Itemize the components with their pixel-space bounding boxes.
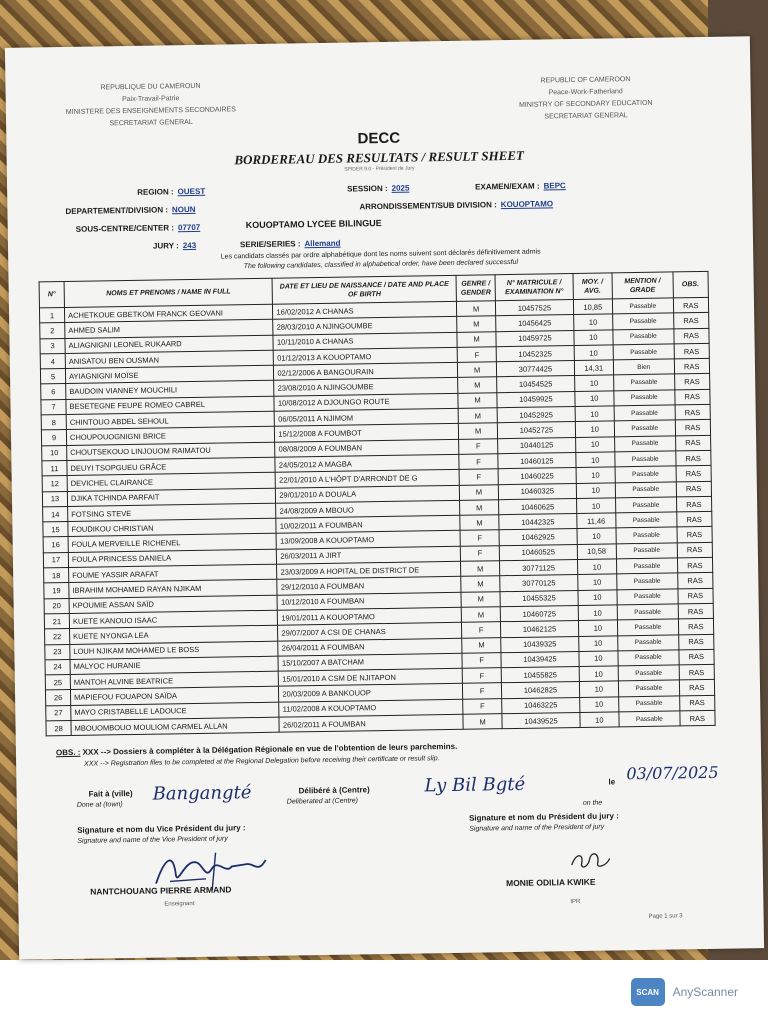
table-cell: BESETEGNE FEUPE ROMEO CABREL [66, 396, 275, 415]
table-cell: Passable [618, 665, 679, 681]
president-name: MONIE ODILIA KWIKE [505, 876, 596, 889]
table-cell: DEVICHEL CLAIRANCE [67, 472, 276, 491]
table-cell: RAS [673, 313, 709, 329]
table-cell: 10,58 [577, 544, 617, 560]
table-cell: 23/08/2010 A NJINGOUMBE [274, 378, 458, 396]
header-left-line: SECRETARIAT GENERAL [109, 118, 193, 128]
table-body [39, 297, 715, 736]
table-cell: 16 [43, 537, 68, 553]
header-left [65, 80, 236, 131]
table-cell: 3 [40, 338, 65, 354]
table-cell: 10460325 [499, 483, 576, 500]
table-cell: 10 [574, 375, 614, 391]
table-cell: 10 [576, 498, 616, 514]
table-cell: F [459, 469, 499, 485]
table-cell: DJIKA TCHINDA PARFAIT [67, 488, 276, 507]
table-cell: 10/11/2010 A CHANAS [273, 332, 457, 350]
table-cell: ALIAGNIGNI LEONEL RUKAARD [65, 335, 274, 354]
table-cell: F [462, 668, 502, 684]
table-cell: 22 [45, 629, 70, 645]
table-cell: 10439325 [501, 636, 578, 653]
table-cell: 30771125 [500, 560, 577, 577]
table-cell: RAS [677, 588, 713, 604]
table-cell: F [460, 530, 500, 546]
table-cell: M [457, 362, 497, 378]
table-cell: 15 [43, 522, 68, 538]
table-cell: 22/01/2010 A L'HÔPT D'ARRONDT DE G [275, 470, 459, 488]
table-cell: 25 [45, 675, 70, 691]
table-cell: RAS [674, 389, 710, 405]
table-cell: Passable [617, 604, 678, 620]
table-cell: RAS [677, 527, 713, 543]
table-cell: IBRAHIM MOHAMED RAYAN NJIKAM [69, 580, 278, 599]
table-cell: 10454525 [497, 376, 574, 393]
table-cell: 10 [579, 697, 619, 713]
table-cell: Passable [615, 436, 676, 452]
date-label: le on the [582, 777, 616, 807]
table-cell: 10 [575, 452, 615, 468]
table-cell: MBOUOMBOUO MOULIOM CARMEL ALLAN [71, 717, 280, 736]
vice-president-role: Enseignant [164, 901, 195, 908]
table-cell: M [460, 515, 500, 531]
table-cell: Passable [617, 589, 678, 605]
table-cell: KUETE NYONGA LEA [70, 625, 279, 644]
decc-heading: DECC [357, 129, 401, 148]
table-cell: Passable [616, 497, 677, 513]
table-cell: 02/12/2006 A BANGOURAIN [274, 363, 458, 381]
header-right-line: Peace-Work-Fatherland [548, 88, 623, 97]
table-cell: M [458, 392, 498, 408]
table-cell: 4 [40, 353, 65, 369]
table-cell: 10 [578, 635, 618, 651]
table-cell: 10462825 [502, 682, 579, 699]
table-cell: F [460, 545, 500, 561]
table-cell: RAS [675, 435, 711, 451]
table-cell: 28/03/2010 A NJINGOUMBE [273, 317, 457, 335]
table-cell: FOULA PRINCESS DANIELA [68, 549, 277, 568]
department-field: DEPARTEMENT/DIVISION : NOUN [65, 204, 196, 216]
table-cell: 27 [46, 705, 71, 721]
table-header-cell: MOY. / AVG. [572, 273, 612, 300]
school-name: KOUOPTAMO LYCEE BILINGUE [245, 218, 382, 231]
table-cell: BAUDOIN VIANNEY MOUCHILI [66, 381, 275, 400]
region-field: REGION : OUEST [137, 186, 206, 197]
table-cell: 26/03/2011 A JIRT [277, 546, 461, 564]
table-cell: 10 [576, 467, 616, 483]
spider-version: SPIDER 9.0 - Président de Jury [344, 165, 415, 173]
table-cell: Passable [613, 313, 674, 329]
table-cell: Passable [618, 634, 679, 650]
table-cell: 10 [578, 605, 618, 621]
centre-field: SOUS-CENTRE/CENTER : 07707 [75, 222, 201, 234]
table-cell: 13 [42, 491, 67, 507]
subdivision-field: ARRONDISSEMENT/SUB DIVISION : KOUOPTAMO [359, 199, 554, 212]
table-cell: 26/02/2011 A FOUMBAN [279, 714, 463, 732]
table-cell: MANTOH ALVINE BEATRICE [70, 671, 279, 690]
table-cell: 14 [43, 506, 68, 522]
table-cell: RAS [674, 343, 710, 359]
results-table [39, 271, 716, 737]
table-cell: 23 [45, 644, 70, 660]
table-cell: RAS [678, 603, 714, 619]
president-role: IPR [570, 898, 581, 906]
table-cell: 15/01/2010 A CSM DE NJITAPON [279, 668, 463, 686]
table-cell: RAS [678, 649, 714, 665]
table-cell: 24 [45, 659, 70, 675]
table-cell: FOUME YASSIR ARAFAT [69, 564, 278, 583]
table-cell: M [457, 377, 497, 393]
table-cell: M [461, 576, 501, 592]
table-cell: M [456, 301, 496, 317]
table-cell: 12 [42, 476, 67, 492]
table-cell: F [462, 653, 502, 669]
table-cell: 7 [41, 399, 66, 415]
table-cell: Passable [618, 650, 679, 666]
table-cell: M [460, 561, 500, 577]
table-cell: 10 [573, 329, 613, 345]
page-title: BORDEREAU DES RESULTATS / RESULT SHEET [234, 147, 525, 168]
date-handwritten: 03/07/2025 [626, 762, 719, 784]
table-cell: KUETE KANOUO ISAAC [69, 610, 278, 629]
table-cell: 29/01/2010 A DOUALA [276, 485, 460, 503]
table-cell: CHINTOUO ABDEL SEHOUL [66, 411, 275, 430]
page-number: Page 1 sur 3 [648, 913, 683, 920]
table-cell: Passable [615, 481, 676, 497]
table-cell: 10 [575, 421, 615, 437]
table-cell: 10459925 [497, 391, 574, 408]
table-cell: Bien [613, 359, 674, 375]
table-cell: CHOUTSEKOUO LINJOUOM RAIMATOU [67, 442, 276, 461]
table-cell: 6 [41, 384, 66, 400]
header-left-line: MINISTERE DES ENSEIGNEMENTS SECONDAIRES [65, 106, 236, 116]
table-cell: 10455325 [500, 590, 577, 607]
table-cell: 10452725 [498, 422, 575, 439]
table-header-cell: N° [39, 282, 64, 308]
table-cell: 14,31 [574, 360, 614, 376]
table-cell: 17 [43, 552, 68, 568]
table-cell: 16/02/2012 A CHANAS [273, 301, 457, 319]
table-cell: RAS [678, 619, 714, 635]
header-left-line: REPUBLIQUE DU CAMEROUN [100, 82, 201, 92]
exam-field: EXAMEN/EXAM : BEPC [475, 181, 566, 192]
table-cell: 10440125 [498, 437, 575, 454]
table-cell: RAS [676, 466, 712, 482]
table-cell: 10460725 [501, 605, 578, 622]
table-cell: RAS [677, 557, 713, 573]
table-cell: 8 [41, 415, 66, 431]
table-cell: MAPIEFOU FOUAPON SAÏDA [70, 687, 279, 706]
table-cell: RAS [677, 573, 713, 589]
table-cell: 11/02/2008 A KOUOPTAMO [279, 699, 463, 717]
table-cell: Passable [616, 543, 677, 559]
intro-fr: Les candidats classés par ordre alphabétique dont les noms suivent sont déclarés définitivement admis [220, 248, 541, 261]
table-cell: Passable [619, 680, 680, 696]
table-cell: 9 [41, 430, 66, 446]
table-cell: M [457, 331, 497, 347]
table-cell: KPOUMIE ASSAN SAÏD [69, 595, 278, 614]
table-cell: RAS [679, 680, 715, 696]
table-cell: 10 [576, 482, 616, 498]
table-cell: M [458, 423, 498, 439]
table-cell: 26/04/2011 A FOUMBAN [278, 638, 462, 656]
deliberated-at-handwritten: Ly Bil Bgté [424, 773, 526, 797]
table-cell: ANISATOU BEN OUSMAN [65, 350, 274, 369]
table-cell: 10460625 [499, 498, 576, 515]
table-cell: 24/05/2012 A MAGBA [275, 454, 459, 472]
table-cell: M [458, 408, 498, 424]
table-header-cell: GENRE / GENDER [456, 275, 496, 302]
scanner-label: AnyScanner [672, 985, 738, 999]
done-at: Fait à (ville) Done at (town) [76, 788, 133, 809]
table-cell: 10457525 [496, 300, 573, 317]
table-cell: 2 [40, 323, 65, 339]
table-cell: 10460225 [498, 468, 575, 485]
table-cell: RAS [676, 481, 712, 497]
table-cell: F [461, 622, 501, 638]
table-cell: Passable [614, 420, 675, 436]
table-cell: 18 [44, 568, 69, 584]
table-cell: Passable [614, 390, 675, 406]
table-cell: F [457, 347, 497, 363]
table-cell: M [461, 591, 501, 607]
table-cell: 10,85 [573, 299, 613, 315]
table-cell: ACHETKOUE GBETKOM FRANCK GEOVANI [64, 304, 273, 323]
table-cell: RAS [674, 359, 710, 375]
table-cell: RAS [676, 512, 712, 528]
jury-field: JURY : 243 [152, 240, 197, 251]
table-cell: 11,46 [576, 513, 616, 529]
table-cell: 10/12/2010 A FOUMBAN [277, 592, 461, 610]
table-cell: 10462925 [499, 529, 576, 546]
table-cell: 29/07/2007 A CSI DE CHANAS [278, 623, 462, 641]
table-cell: M [459, 484, 499, 500]
table-cell: RAS [673, 328, 709, 344]
table-cell: 30774425 [497, 361, 574, 378]
table-header-cell: OBS. [673, 271, 709, 298]
series-field: SERIE/SERIES : Allemand [239, 238, 341, 250]
table-cell: LOUH NJIKAM MOHAMED LE BOSS [70, 641, 279, 660]
table-cell: RAS [677, 542, 713, 558]
table-cell: 10463225 [502, 697, 579, 714]
table-cell: 10455825 [502, 667, 579, 684]
result-sheet [5, 36, 764, 960]
table-cell: 29/12/2010 A FOUMBAN [277, 577, 461, 595]
table-cell: 10439525 [502, 712, 579, 729]
table-cell: 10 [577, 574, 617, 590]
table-cell: 15/10/2007 A BATCHAM [278, 653, 462, 671]
table-cell: Passable [615, 451, 676, 467]
table-cell: F [458, 438, 498, 454]
table-cell: Passable [619, 711, 680, 727]
header-left-line: Paix-Travail-Patrie [121, 95, 180, 104]
table-cell: 30770125 [500, 575, 577, 592]
table-cell: 10456425 [496, 315, 573, 332]
table-cell: FOULA MERVEILLE RICHENEL [68, 534, 277, 553]
table-cell: 10 [574, 391, 614, 407]
table-cell: 20 [44, 598, 69, 614]
table-cell: 10 [578, 620, 618, 636]
table-cell: 10460525 [500, 544, 577, 561]
table-cell: 10 [42, 445, 67, 461]
table-cell: M [462, 637, 502, 653]
table-cell: 1 [39, 308, 64, 324]
table-cell: 10/02/2011 A FOUMBAN [276, 515, 460, 533]
table-cell: 13/09/2008 A KOUOPTAMO [276, 531, 460, 549]
table-cell: M [459, 500, 499, 516]
table-cell: 10439425 [501, 651, 578, 668]
table-cell: 10452925 [497, 407, 574, 424]
table-cell: 19/01/2011 A KOUOPTAMO [278, 607, 462, 625]
table-cell: MAYO CRISTABELLE LADOUCE [71, 702, 280, 721]
table-cell: 10 [577, 589, 617, 605]
table-cell: Passable [617, 558, 678, 574]
table-cell: Passable [616, 527, 677, 543]
table-cell: 23/03/2009 A HOPITAL DE DISTRICT DE [277, 561, 461, 579]
table-cell: Passable [613, 329, 674, 345]
header-right-line: REPUBLIC OF CAMEROON [540, 76, 631, 85]
obs-label: OBS. : [55, 747, 81, 758]
scanner-watermark [631, 978, 738, 1006]
president-signature-label: Signature et nom du Président du jury : Signature and name of the President of jury [468, 811, 619, 833]
table-cell: FOUDIKOU CHRISTIAN [68, 518, 277, 537]
table-cell: 10452325 [497, 345, 574, 362]
table-cell: 11 [42, 460, 67, 476]
table-cell: DEUYI TSOPGUEU GRÂCE [67, 457, 276, 476]
table-cell: 10 [577, 559, 617, 575]
deliberated-at: Délibéré à (Centre) Deliberated at (Centre) [286, 785, 370, 806]
table-cell: AYIAGNIGNI MOÏSE [65, 365, 274, 384]
table-cell: RAS [679, 710, 715, 726]
table-cell: 5 [40, 369, 65, 385]
table-cell: CHOUPOUOGNIGNI BRICE [66, 427, 275, 446]
table-cell: 19 [44, 583, 69, 599]
table-cell: 10 [579, 666, 619, 682]
table-cell: F [462, 683, 502, 699]
table-cell: RAS [675, 450, 711, 466]
table-cell: Passable [619, 696, 680, 712]
session-field: SESSION : 2025 [347, 183, 410, 194]
table-header-cell: N° MATRICULE / EXAMINATION N° [495, 274, 573, 301]
table-cell: Passable [614, 405, 675, 421]
table-cell: 10 [573, 314, 613, 330]
table-cell: 10 [575, 406, 615, 422]
table-cell: 10442325 [499, 514, 576, 531]
table-cell: 24/08/2009 A MBOUO [276, 500, 460, 518]
table-header-cell: NOMS ET PRENOMS / NAME IN FULL [64, 278, 273, 307]
table-cell: Passable [613, 344, 674, 360]
table-cell: 10459725 [496, 330, 573, 347]
table-cell: 10460125 [498, 452, 575, 469]
header-right-line: SECRETARIAT GENERAL [544, 112, 628, 121]
header-right-line: MINISTRY OF SECONDARY EDUCATION [519, 99, 653, 109]
obs-en: XXX --> Registration files to be completed at the Regional Delegation before receiving their certificate or result slip. [84, 755, 440, 768]
table-cell: 10 [579, 681, 619, 697]
table-cell: 28 [46, 720, 71, 736]
table-cell: M [461, 607, 501, 623]
table-cell: AHMED SALIM [65, 320, 274, 339]
vice-president-name: NANTCHOUANG PIERRE ARMAND [90, 884, 232, 897]
table-cell: F [459, 454, 499, 470]
vice-president-signature-label: Signature et nom du Vice Président du jury : Signature and name of the Vice President of jury [77, 823, 246, 845]
table-cell: Passable [612, 298, 673, 314]
table-cell: 20/03/2009 A BANKOUOP [279, 684, 463, 702]
table-cell: 10 [577, 528, 617, 544]
table-cell: MALYOC HURANIE [70, 656, 279, 675]
table-cell: 10 [575, 437, 615, 453]
done-at-handwritten: Bangangté [152, 782, 252, 805]
president-signature [566, 848, 616, 873]
table-cell: 10 [579, 712, 619, 728]
table-cell: 10 [574, 345, 614, 361]
table-cell: Passable [614, 374, 675, 390]
table-cell: RAS [678, 634, 714, 650]
table-cell: 15/12/2008 A FOUMBOT [275, 424, 459, 442]
table-cell: RAS [675, 420, 711, 436]
intro-en: The following candidates, classified in alphabetical order, have been declared successful [243, 258, 519, 271]
scanner-icon: SCAN [631, 978, 665, 1006]
table-cell: Passable [617, 573, 678, 589]
table-cell: 10462125 [501, 621, 578, 638]
table-cell: RAS [674, 374, 710, 390]
table-cell: RAS [673, 297, 709, 313]
table-header-cell: DATE ET LIEU DE NAISSANCE / DATE AND PLACE OF BIRTH [272, 275, 456, 304]
obs-fr: XXX --> Dossiers à compléter à la Délégation Régionale en vue de l'obtention de leurs parchemins. [82, 741, 458, 757]
table-cell: RAS [675, 404, 711, 420]
table-cell: FOTSING STEVE [68, 503, 277, 522]
table-cell: 01/12/2013 A KOUOPTAMO [274, 347, 458, 365]
table-cell: 10/08/2012 A DJOUNGO ROUTE [274, 393, 458, 411]
table-cell: RAS [676, 496, 712, 512]
table-cell: 10 [578, 651, 618, 667]
table-cell: 06/05/2011 A NJIMOM [275, 408, 459, 426]
table-cell: Passable [616, 512, 677, 528]
table-cell: Passable [618, 619, 679, 635]
table-header-cell: MENTION / GRADE [612, 272, 673, 299]
table-cell: 08/08/2009 A FOUMBAN [275, 439, 459, 457]
observations [56, 741, 458, 771]
table-cell: RAS [679, 664, 715, 680]
header-right [510, 74, 661, 124]
table-cell: RAS [679, 695, 715, 711]
table-cell: Passable [615, 466, 676, 482]
table-cell: 21 [44, 613, 69, 629]
table-cell: M [456, 316, 496, 332]
table-cell: M [463, 714, 503, 730]
table-cell: F [462, 698, 502, 714]
table-cell: 26 [45, 690, 70, 706]
